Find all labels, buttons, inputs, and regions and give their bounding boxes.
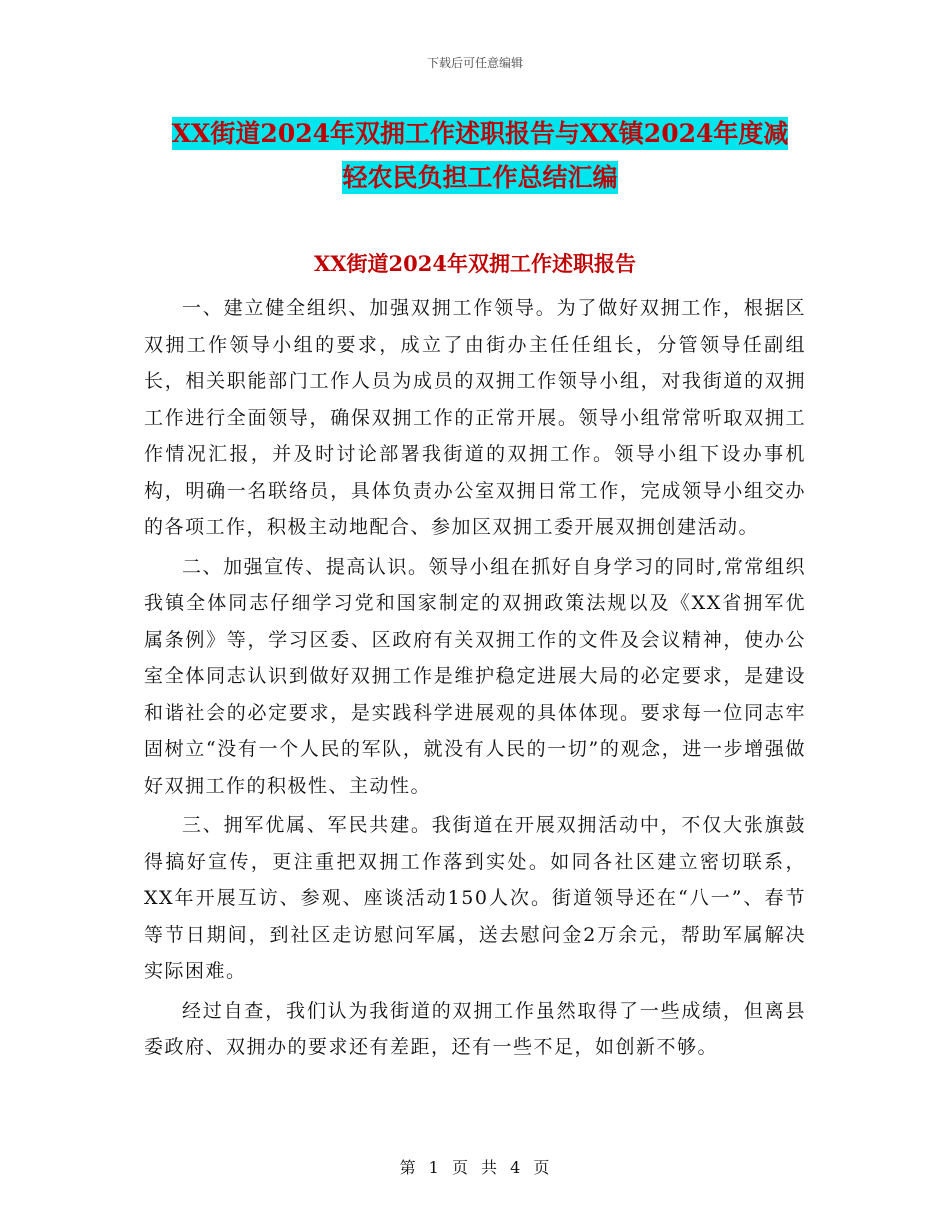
document-title-line-2: 轻农民负担工作总结汇编 (342, 163, 618, 192)
document-body (144, 290, 806, 1069)
document-title (140, 112, 820, 200)
paragraph-2: 二、加强宣传、提高认识。领导小组在抓好自身学习的同时,常常组织我镇全体同志仔细学习党和国家制定的双拥政策法规以及《XX省拥军优属条例》等，学习区委、区政府有关双拥工作的文件及会议精神，使办公室全体同志认识到做好双拥工作是维护稳定进展大局的必定要求，是建设和谐社会的必定要求，是实践科学进展观的具体体现。要求每一位同志牢固树立“没有一个人民的军队，就没有人民的一切”的观念，进一步增强做好双拥工作的积极性、主动性。 (144, 555, 806, 797)
paragraph-1: 一、建立健全组织、加强双拥工作领导。为了做好双拥工作，根据区双拥工作领导小组的要求，成立了由街办主任任组长，分管领导任副组长，相关职能部门工作人员为成员的双拥工作领导小组，对我街道的双拥工作进行全面领导，确保双拥工作的正常开展。领导小组常常听取双拥工作情况汇报，并及时讨论部署我街道的双拥工作。领导小组下设办事机构，明确一名联络员，具体负责办公室双拥日常工作，完成领导小组交办的各项工作，积极主动地配合、参加区双拥工委开展双拥创建活动。 (144, 297, 806, 538)
paragraph-4: 经过自查，我们认为我街道的双拥工作虽然取得了一些成绩，但离县委政府、双拥办的要求还有差距，还有一些不足，如创新不够。 (144, 999, 806, 1058)
page-header-note: 下载后可任意编辑 (426, 56, 523, 70)
paragraph-3: 三、拥军优属、军民共建。我街道在开展双拥活动中，不仅大张旗鼓得搞好宣传，更注重把双拥工作落到实处。如同各社区建立密切联系，XX年开展互访、参观、座谈活动150人次。街道领导还在“八一”、春节等节日期间，到社区走访慰问军属，送去慰问金2万余元，帮助军属解决实际困难。 (144, 814, 806, 982)
section-title: XX街道2024年双拥工作述职报告 (313, 251, 637, 276)
page-number: 第 1 页 共 4 页 (399, 1158, 551, 1177)
document-title-line-1: XX街道2024年双拥工作述职报告与XX镇2024年度减 (171, 119, 789, 148)
